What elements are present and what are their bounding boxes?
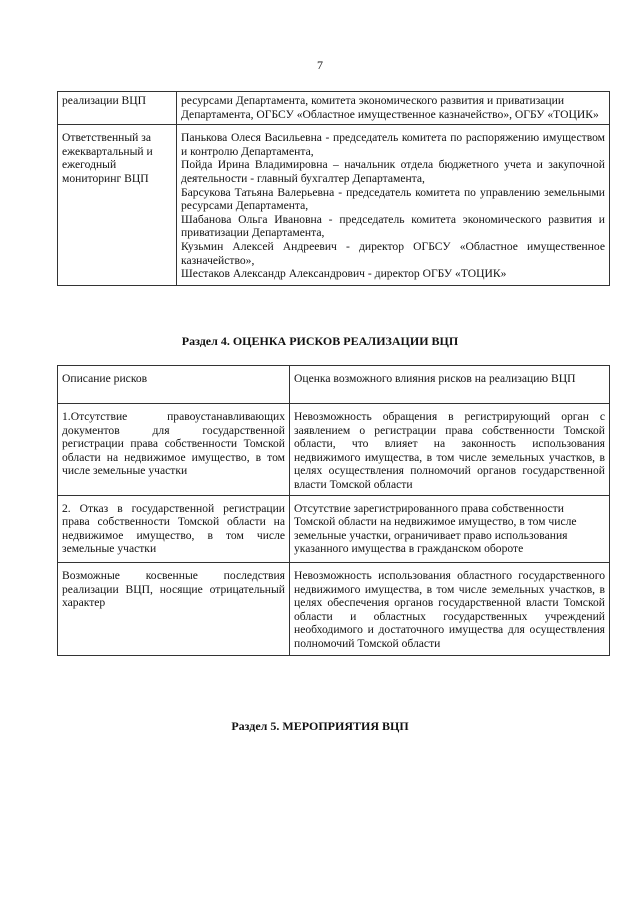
risk-description: 2. Отказ в государственной регистрации права собственности Томской области на недвижимое имущество, в том числе земельные участки <box>58 495 290 562</box>
responsible-person: Кузьмин Алексей Андреевич - директор ОГБСУ «Областное имущественное казначейство», <box>181 239 605 267</box>
responsible-person: Шабанова Ольга Ивановна - председатель комитета экономического развития и приватизации Департамента, <box>181 212 605 240</box>
risk-impact: Невозможность обращения в регистрирующий орган с заявлением о регистрации права собственности Томской области, что влияет на законность использования недвижимого имущества, в том числе земельных участков, в целях осуществления полномочий органов государственной власти Томской области <box>290 404 610 496</box>
column-header-impact: Оценка возможного влияния рисков на реализацию ВЦП <box>290 366 610 404</box>
table-header-row <box>58 366 610 404</box>
section-4-title: Раздел 4. ОЦЕНКА РИСКОВ РЕАЛИЗАЦИИ ВЦП <box>181 334 459 348</box>
responsible-person: Панькова Олеся Васильевна - председатель комитета по распоряжению имуществом и контролю Департамента, <box>181 131 605 158</box>
table-cell-label: Ответственный за ежеквартальный и ежегодный мониторинг ВЦП <box>58 125 177 286</box>
table-row <box>58 562 610 655</box>
table-row <box>58 125 610 286</box>
risk-impact: Отсутствие зарегистрированного права собственности Томской области на недвижимое имущество, в том числе земельные участки, ограничивает право использования указанного имущества в гражданском обороте <box>290 495 610 562</box>
section-5-title: Раздел 5. МЕРОПРИЯТИЯ ВЦП <box>231 719 409 733</box>
table-row <box>58 92 610 125</box>
table-row <box>58 495 610 562</box>
responsibility-table <box>57 91 610 286</box>
risk-description: 1.Отсутствие правоустанавливающих документов для государственной регистрации права собственности Томской области на недвижимое имущество, в том числе земельные участки <box>58 404 290 496</box>
risk-table <box>57 365 610 656</box>
page-number: 7 <box>317 58 323 72</box>
responsible-person: Пойда Ирина Владимировна – начальник отдела бюджетного учета и закупочной деятельности - главный бухгалтер Департамента, <box>181 158 605 185</box>
column-header-risks: Описание рисков <box>58 366 290 404</box>
risk-description: Возможные косвенные последствия реализации ВЦП, носящие отрицательный характер <box>58 562 290 655</box>
responsible-persons-cell <box>177 125 610 286</box>
table-cell-value: ресурсами Департамента, комитета экономического развития и приватизации Департамента, ОГБСУ «Областное имущественное казначейство», ОГБУ «ТОЦИК» <box>177 92 610 125</box>
responsible-person: Шестаков Александр Александрович - директор ОГБУ «ТОЦИК» <box>181 267 507 281</box>
table-row <box>58 404 610 496</box>
responsible-person: Барсукова Татьяна Валерьевна - председатель комитета по управлению земельными ресурсами Департамента, <box>181 185 605 213</box>
risk-impact: Невозможность использования областного государственного недвижимого имущества, в том числе земельных участков, в целях обеспечения органов государственной власти Томской области и областных государственных учреждений необходимого и достаточного имущества для осуществления полномочий Томской области <box>290 562 610 655</box>
table-cell-label: реализации ВЦП <box>58 92 177 125</box>
